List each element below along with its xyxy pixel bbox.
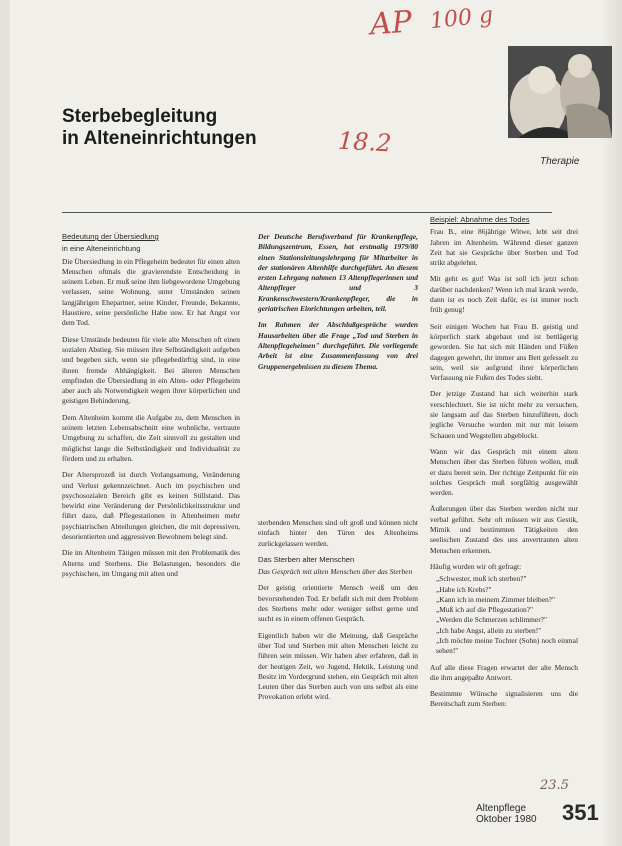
paragraph: Seit einigen Wochen hat Frau B. geistig und körperlich stark abgebaut und ist bettlägerig geworden. Sie hat sich mit Händen und Füßen dagegen gewehrt, ihr immer ans Bett gefesselt zu sein, weil sie aufgrund ihrer körperlichen Verfassung nie Fußen des Todes sieht.: [430, 321, 578, 383]
quote-item: „Kann ich in meinem Zimmer bleiben?": [436, 594, 555, 604]
scan-shadow-left: [0, 0, 10, 846]
quote-list: [430, 574, 578, 656]
paragraph: Diese Umstände bedeuten für viele alte Menschen oft einen sozialen Abstieg. Sie müssen ihre Selbständigkeit aufgeben und begeben sich, wenn sie pflegebedürftig sind, in eine ihnen fremde Abhängigkeit. Bei älteren Menschen empfinden die Übersiedlung in ein Alten- oder Pflegeheim aber auch als Notwendigkeit wegen ihrer körperlichen und geistigen Behinderung.: [62, 334, 240, 406]
section-divider-top: [62, 212, 552, 213]
paragraph: Der Altersprozeß ist durch Verlangsamung, Veränderung und Verlust gekennzeichnet. Auch im psychischen und psychosozialen Bereich gibt es keinen Stillstand. Das bewirkt eine Veränderung der Persönlichkeitsstruktur und führt dazu, daß Pflegestationen in Altenheimen mehr psychiatrischen Abteilungen gleichen, die mit depressiven, desorientierten und aggressiven Bewohnern belegt sind.: [62, 470, 240, 542]
paragraph: Die Übersiedlung in ein Pflegeheim bedeutet für einen alten Menschen oftmals die gravierendste Entscheidung in seinem Leben. Er muß seine ihm liebgewordene Umgebung verlassen, seine Wohnung, unter Umständen seinen langjährigen Ehepartner, seine Kinder, Freunde, Bekannte, Haustiere, seine persönliche Habe usw. Er hat Angst vor dem Tod.: [62, 256, 240, 328]
quote-item: „Ich habe Angst, allein zu sterben!": [436, 625, 542, 635]
footer-journal-date: Oktober 1980: [476, 814, 537, 825]
intro-paragraph: Der Deutsche Berufsverband für Krankenpflege, Bildungszentrum, Essen, hat erstmalig 1979/80 einen Stationsleitungslehrgang für Mitarbeiter in der stationären Altenhilfe durchgeführt. An diesem ersten Lehrgang nahmen 13 Altenpflegerinnen und Altenpfleger und 3 Krankenschwestern/Krankenpfleger, die in geriatrischen Einrichtungen arbeiten, teil.: [258, 232, 418, 314]
handwritten-number-note: 18.2: [337, 126, 393, 158]
handwritten-ap-note: AP: [368, 4, 414, 43]
column-middle-intro: [258, 232, 418, 378]
footer-journal: [476, 803, 537, 825]
column-right: [430, 215, 578, 716]
paragraph: Frau B., eine 86jährige Witwe, lebt seit drei Jahren im Altenheim. Während dieser ganzen Zeit hat sie Gespräche über Sterben und Tod strikt abgelehnt.: [430, 227, 578, 268]
quote-item: „Habe ich Krebs?": [436, 584, 492, 594]
paragraph: Auf alle diese Fragen erwartet der alte Mensch die ihm angepaßte Antwort.: [430, 662, 578, 682]
handwritten-weight-note: 100 g: [428, 2, 495, 35]
footer-journal-name: Altenpflege: [476, 803, 527, 814]
article-title: [62, 106, 257, 150]
paragraph: Bestimmte Wünsche signalisieren uns die Bereitschaft zum Sterben:: [430, 689, 578, 709]
paragraph: sterbenden Menschen sind oft groß und können nicht einfach hinter den Türen des Altenheims zurückgelassen werden.: [258, 518, 418, 548]
quote-item: „Schwester, muß ich sterben?": [436, 574, 527, 584]
page-number: 351: [562, 800, 599, 825]
title-line-2: in Alteneinrichtungen: [62, 128, 257, 149]
section-heading-transfer: Bedeutung der Übersiedlung: [62, 232, 159, 241]
column-middle: [258, 518, 418, 709]
paragraph: Mit geht es gut! Was ist soll ich jetzt schon darüber nachdenken? Wenn ich mal krank werde, dann ist es noch Zeit dafür, es ist immer noch früh genug!: [430, 274, 578, 315]
paragraph: Äußerungen über das Sterben werden nicht nur verbal geführt. Sehr oft müssen wir aus Gestik, Mimik und bestimmten Tätigkeiten den seelischen Zustand des uns anvertrauten alten Menschen erkennen.: [430, 504, 578, 555]
handwritten-page-note: 23.5: [540, 778, 569, 793]
paragraph: Wann wir das Gespräch mit einem alten Menschen über das Sterben führen wollen, muß er dazu bereit sein. Der richtige Zeitpunkt für ein solches Gespräch muß sorgfältig ausgewählt werden.: [430, 446, 578, 498]
quote-item: „Werden die Schmerzen schlimmer?": [436, 615, 547, 625]
quote-item: „Ich möchte meine Tochter (Sohn) noch einmal sehen!": [436, 635, 578, 656]
intro-paragraph: Im Rahmen der Abschlußgespräche wurden Hausarbeiten über die Frage „Tod und Sterben in Altenpflegeheimen" durchgeführt. Die vorliegende Arbeit ist eine Zusammenfassung von drei Gruppenergebnissen zu diesem Thema.: [258, 320, 418, 371]
paragraph: Der jetzige Zustand hat sich weiterhin stark verschlechtert. Sie ist nicht mehr zu versuchen, sie langsam auf das Sterben hinzuführen, doch jegliche Versuche wurden mit nur mit leisem Schauen und Wegstellen abgeblockt.: [430, 389, 578, 440]
quote-item: „Muß ich auf die Pflegestation?": [436, 605, 534, 615]
paragraph: Eigentlich haben wir die Meinung, daß Gespräche über Tod und Sterben mit alten Menschen leicht zu führen sein müssen. Wir haben aber erfahren, daß in der heutigen Zeit, wo Jugend, Hektik, Leistung und Besitz im Vordergrund stehen, ein Gespräch mit alten Leuten über das Sterben auch von uns selbst als eine Provokation erlebt wird.: [258, 630, 418, 702]
section-heading-example: Beispiel: Abnahme des Todes: [430, 215, 530, 224]
section-subheading-conversation: Das Gespräch mit alten Menschen über das Sterben: [258, 567, 413, 577]
title-line-1: Sterbebegleitung: [62, 106, 218, 127]
section-subheading-transfer: in eine Alteneinrichtung: [62, 244, 141, 254]
paragraph: Dem Altenheim kommt die Aufgabe zu, dem Menschen in seinem letzten Lebensabschnitt eine wohnliche, vertraute Umgebung zu schaffen, die Zeit sinnvoll zu gestalten und möglichst lange die Selbständigkeit und Individualität zu fördern und zu erhalten.: [62, 412, 240, 463]
paragraph: Der geistig orientierte Mensch weiß um den bevorstehenden Tod. Er befaßt sich mit dem Problem des Sterbens mehr oder weniger selbst gerne und sucht es in einem offenen Gespräch.: [258, 583, 418, 624]
column-left: [62, 232, 240, 585]
paragraph: Die im Altenheim Tätigen müssen mit den Problematik des Alterns und Sterbens. Die Belastungen, besonders die psychischen, im Umgang mit alten und: [62, 548, 240, 578]
photo-caption: Therapie: [540, 156, 580, 167]
section-heading-dying: Das Sterben alter Menschen: [258, 554, 355, 564]
photo-image: [508, 46, 612, 138]
photo-illustration: [508, 46, 612, 138]
paragraph: Häufig wurden wir oft gefragt:: [430, 561, 522, 571]
